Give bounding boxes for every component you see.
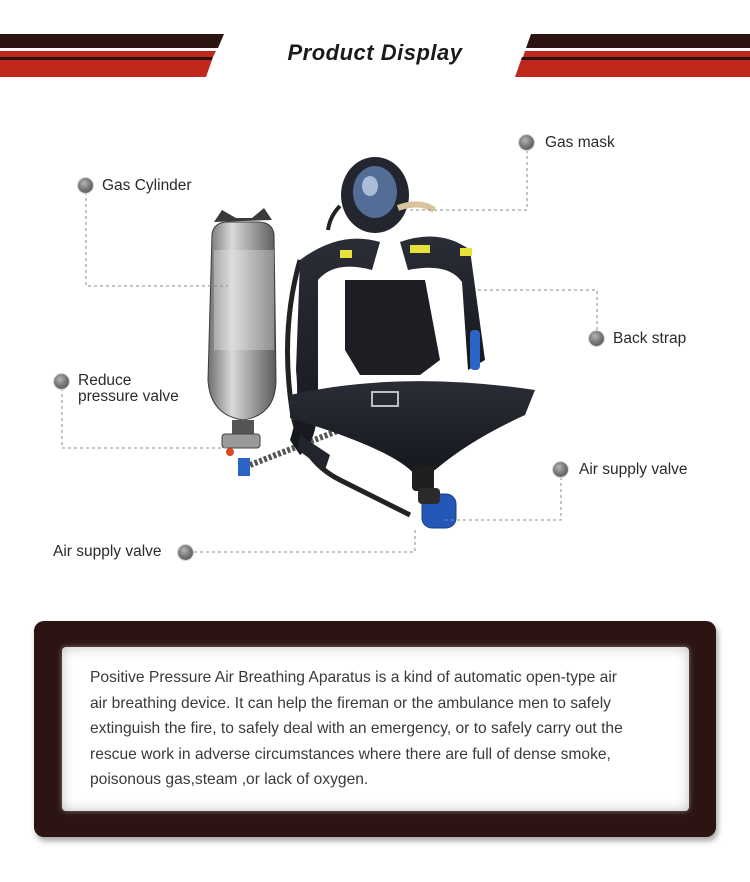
leader-gas-mask <box>410 150 527 210</box>
leader-back-strap <box>475 290 597 336</box>
callout-dot-air-supply-valve-right <box>553 462 568 477</box>
label-gas-mask: Gas mask <box>545 134 615 151</box>
label-reduce-line1: Reduce <box>78 372 132 389</box>
label-reduce-line2: pressure valve <box>78 388 179 405</box>
product-diagram <box>0 110 750 610</box>
label-back-strap: Back strap <box>613 330 687 347</box>
header-banner <box>0 0 750 110</box>
description-line: extinguish the fire, to safely deal with an emergency, or to safely carry out the <box>90 720 623 737</box>
leader-air-supply-valve-left <box>188 530 415 552</box>
description-line: poisonous gas,steam ,or lack of oxygen. <box>90 771 369 788</box>
description-text <box>90 665 675 793</box>
callout-dot-back-strap <box>589 331 604 346</box>
callout-dot-gas-cylinder <box>78 178 93 193</box>
label-reduce-pressure-valve <box>78 373 179 405</box>
callout-dot-gas-mask <box>519 135 534 150</box>
leader-gas-cylinder <box>86 192 228 286</box>
description-line: rescue work in adverse circumstances where there are full of dense smoke, <box>90 745 611 763</box>
leader-air-supply-valve-right <box>445 477 561 520</box>
description-line: Positive Pressure Air Breathing Aparatus is a kind of automatic open-type air <box>90 669 617 686</box>
label-air-supply-valve-right: Air supply valve <box>579 461 688 478</box>
label-air-supply-valve-left: Air supply valve <box>53 543 162 560</box>
callout-dot-air-supply-valve-left <box>178 545 193 560</box>
callout-dot-reduce-pressure-valve <box>54 374 69 389</box>
label-gas-cylinder: Gas Cylinder <box>102 177 192 194</box>
description-line: air breathing device. It can help the fireman or the ambulance men to safely <box>90 694 611 712</box>
page-title: Product Display <box>287 40 463 65</box>
